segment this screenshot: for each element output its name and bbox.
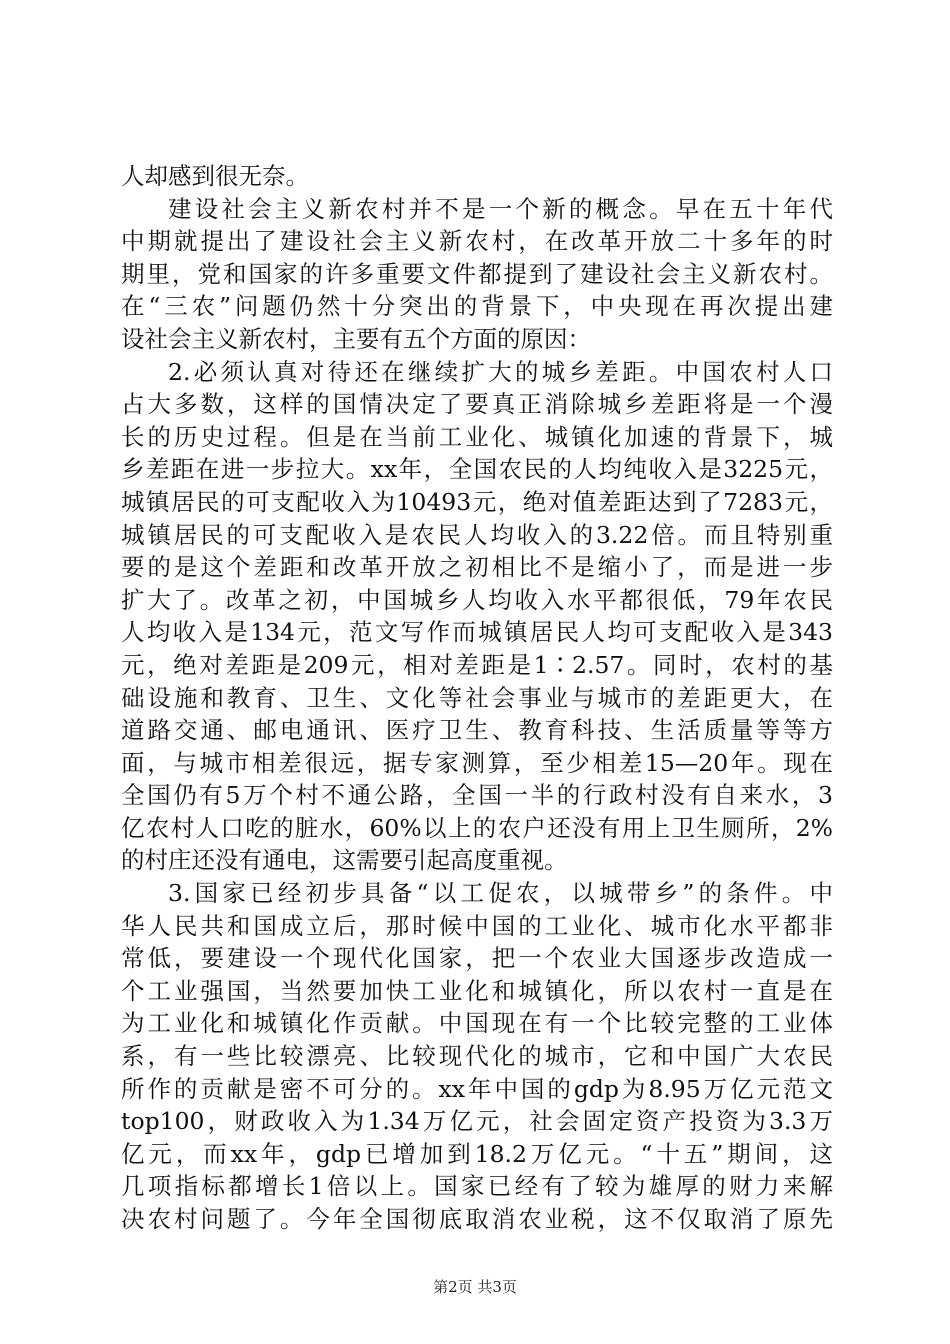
text-line: 人却感到很无奈。 (121, 162, 309, 190)
text-line: 华人民共和国成立后，那时候中国的工业化、城市化水平都非 (121, 911, 833, 940)
text-line: 在“三农”问题仍然十分突出的背景下，中央现在再次提出建 (121, 292, 833, 321)
text-line: 全国仍有5万个村不通公路，全国一半的行政村没有自来水，3 (121, 781, 833, 810)
text-line: 期里，党和国家的许多重要文件都提到了建设社会主义新农村。 (121, 259, 833, 288)
text-line: 设社会主义新农村，主要有五个方面的原因： (121, 324, 591, 353)
text-line: 亿农村人口吃的脏水，60%以上的农户还没有用上卫生厕所，2% (121, 813, 833, 842)
document-body (121, 160, 833, 1236)
text-line: 道路交通、邮电通讯、医疗卫生、教育科技、生活质量等等方 (121, 716, 833, 745)
text-line: 中期就提出了建设社会主义新农村，在改革开放二十多年的时 (121, 227, 833, 256)
text-line: 决农村问题了。今年全国彻底取消农业税，这不仅取消了原先 (121, 1205, 833, 1233)
text-line: 亿元，而xx年，gdp已增加到18.2万亿元。“十五”期间，这 (121, 1139, 833, 1168)
text-line: 3.国家已经初步具备“以工促农，以城带乡”的条件。中 (168, 879, 833, 908)
text-line: 扩大了。改革之初，中国城乡人均收入水平都很低，79年农民 (121, 585, 833, 614)
text-line: 常低，要建设一个现代化国家，把一个农业大国逐步改造成一 (121, 944, 833, 973)
text-line: 乡差距在进一步拉大。xx年，全国农民的人均纯收入是3225元， (121, 455, 833, 484)
text-line: 系，有一些比较漂亮、比较现代化的城市，它和中国广大农民 (121, 1042, 833, 1071)
text-line: 占大多数，这样的国情决定了要真正消除城乡差距将是一个漫 (121, 390, 833, 419)
text-line: 础设施和教育、卫生、文化等社会事业与城市的差距更大，在 (121, 683, 833, 712)
text-line: 长的历史过程。但是在当前工业化、城镇化加速的背景下，城 (121, 422, 833, 451)
text-line: 的村庄还没有通电，这需要引起高度重视。 (121, 846, 568, 875)
text-line: top100，财政收入为1.34万亿元，社会固定资产投资为3.3万 (121, 1107, 833, 1136)
text-line: 所作的贡献是密不可分的。xx年中国的gdp为8.95万亿元范文 (121, 1074, 833, 1103)
text-line: 2.必须认真对待还在继续扩大的城乡差距。中国农村人口 (168, 357, 833, 386)
page-number-footer: 第2页 共3页 (433, 1278, 517, 1296)
text-line: 个工业强国，当然要加快工业化和城镇化，所以农村一直是在 (121, 976, 833, 1005)
text-line: 几项指标都增长1倍以上。国家已经有了较为雄厚的财力来解 (121, 1172, 833, 1201)
text-line: 人均收入是134元，范文写作而城镇居民人均可支配收入是343 (121, 618, 833, 647)
text-line: 要的是这个差距和改革开放之初相比不是缩小了，而是进一步 (121, 553, 833, 582)
text-line: 元，绝对差距是209元，相对差距是1∶2.57。同时，农村的基 (121, 650, 833, 679)
text-line: 城镇居民的可支配收入是农民人均收入的3.22倍。而且特别重 (121, 520, 833, 549)
text-line: 为工业化和城镇化作贡献。中国现在有一个比较完整的工业体 (121, 1009, 833, 1038)
text-line: 城镇居民的可支配收入为10493元，绝对值差距达到了7283元， (121, 487, 833, 516)
text-line: 建设社会主义新农村并不是一个新的概念。早在五十年代 (168, 194, 833, 223)
text-line: 面，与城市相差很远，据专家测算，至少相差15—20年。现在 (121, 748, 833, 777)
